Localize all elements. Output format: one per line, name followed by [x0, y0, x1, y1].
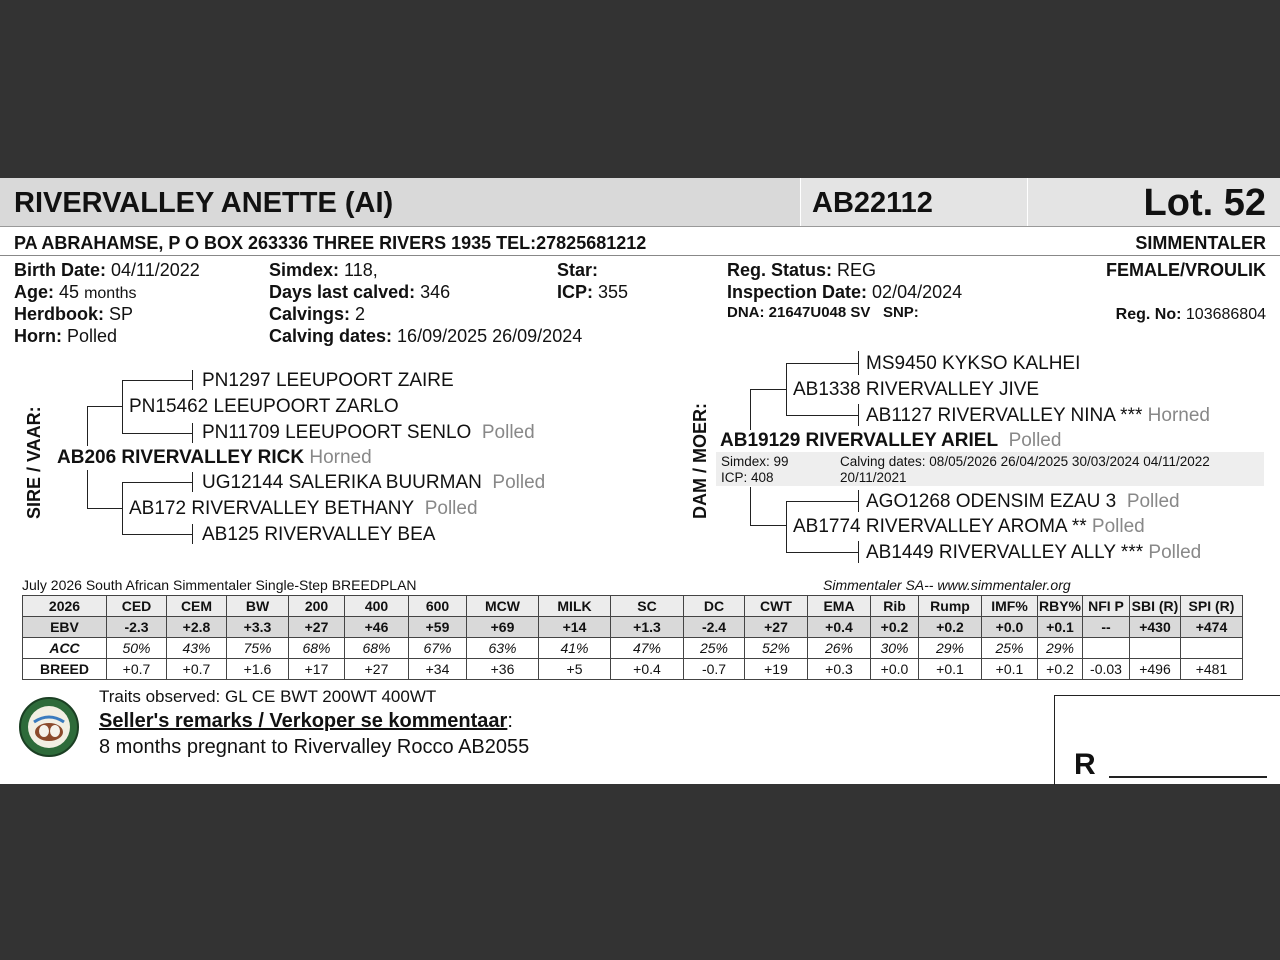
days-last-calved: Days last calved: 346	[269, 282, 451, 302]
ebv-cell: +14	[539, 617, 611, 638]
inspection-date: Inspection Date: 02/04/2024	[727, 282, 963, 302]
ped-line	[858, 404, 859, 426]
animal-name: RIVERVALLEY ANETTE (AI)	[14, 187, 394, 219]
dam-sire-dam: AB1127 RIVERVALLEY NINA *** Horned	[866, 405, 1210, 426]
ebv-cell: +46	[345, 617, 409, 638]
ebv-cell: +34	[409, 659, 467, 680]
ped-line	[786, 415, 858, 416]
ebv-header-cell: CWT	[745, 596, 808, 617]
ebv-header-cell: Rump	[919, 596, 982, 617]
icp: ICP: 355	[557, 282, 629, 302]
ebv-header-cell: SC	[611, 596, 684, 617]
price-label: R	[1074, 748, 1096, 781]
dam-calving-dates: Calving dates: 08/05/2026 26/04/2025 30/03/2024 04/11/2022	[840, 454, 1210, 469]
ebv-row	[23, 638, 1243, 659]
ebv-cell: --	[1083, 617, 1130, 638]
sire-dam-sire: UG12144 SALERIKA BUURMAN Polled	[202, 472, 546, 493]
ped-line	[122, 380, 193, 381]
ebv-header-cell: SBI (R)	[1130, 596, 1181, 617]
ebv-cell: +0.7	[167, 659, 227, 680]
ped-line	[786, 501, 858, 502]
ebv-cell: +0.2	[919, 617, 982, 638]
ebv-cell: +0.4	[808, 617, 871, 638]
sire-sire-dam: PN11709 LEEUPOORT SENLO Polled	[202, 422, 535, 443]
sire: AB206 RIVERVALLEY RICK Horned	[57, 447, 372, 468]
seller-remarks: 8 months pregnant to Rivervalley Rocco AB2055	[99, 736, 530, 758]
ebv-cell: 50%	[107, 638, 167, 659]
ebv-cell: +0.1	[982, 659, 1038, 680]
ebv-cell: 68%	[345, 638, 409, 659]
ebv-cell: +17	[289, 659, 345, 680]
ped-line	[192, 472, 193, 492]
ebv-cell: +0.7	[107, 659, 167, 680]
ebv-cell: +0.2	[1038, 659, 1083, 680]
ebv-cell: +1.3	[611, 617, 684, 638]
dam-simdex: Simdex: 99	[721, 454, 789, 469]
ebv-header-cell: EMA	[808, 596, 871, 617]
ebv-header-cell: 400	[345, 596, 409, 617]
ebv-cell	[1181, 638, 1243, 659]
calving-dates: Calving dates: 16/09/2025 26/09/2024	[269, 326, 583, 346]
ped-line	[122, 482, 193, 483]
ped-line	[122, 380, 123, 433]
breed-name: SIMMENTALER	[1135, 233, 1266, 253]
ebv-header-cell: Rib	[871, 596, 919, 617]
age: Age: 45 months	[14, 282, 137, 302]
ebv-cell: +0.2	[871, 617, 919, 638]
ebv-cell: +19	[745, 659, 808, 680]
ped-line	[87, 470, 88, 508]
ebv-cell: +0.3	[808, 659, 871, 680]
ped-line	[122, 433, 193, 434]
ped-line	[858, 490, 859, 512]
ebv-cell: +27	[289, 617, 345, 638]
ebv-cell: -0.03	[1083, 659, 1130, 680]
ebv-cell: 26%	[808, 638, 871, 659]
ped-line	[750, 389, 786, 390]
dam: AB19129 RIVERVALLEY ARIEL Polled	[720, 430, 1062, 451]
ped-line	[750, 525, 786, 526]
ped-line	[786, 501, 787, 552]
dam-dam: AB1774 RIVERVALLEY AROMA ** Polled	[793, 516, 1145, 537]
ebv-cell: +0.0	[982, 617, 1038, 638]
ebv-cell: +2.8	[167, 617, 227, 638]
ped-line	[192, 423, 193, 443]
calvings: Calvings: 2	[269, 304, 366, 324]
ebv-row	[23, 659, 1243, 680]
ebv-cell: 63%	[467, 638, 539, 659]
ebv-cell: +59	[409, 617, 467, 638]
ebv-header-cell: MCW	[467, 596, 539, 617]
dam-icp: ICP: 408	[721, 470, 774, 485]
ebv-row-label: BREED	[23, 659, 107, 680]
sire-dam: AB172 RIVERVALLEY BETHANY Polled	[129, 498, 478, 519]
dam-calving-dates-cont: 20/11/2021	[840, 470, 907, 485]
ped-line	[786, 363, 787, 415]
ebv-cell: +27	[745, 617, 808, 638]
lot-number: Lot. 52	[1143, 182, 1266, 224]
ebv-cell: 68%	[289, 638, 345, 659]
society-logo	[14, 696, 84, 758]
ebv-cell: +481	[1181, 659, 1243, 680]
ped-line	[786, 552, 858, 553]
ped-line	[750, 389, 751, 430]
sire-sire-sire: PN1297 LEEUPOORT ZAIRE	[202, 370, 454, 391]
ebv-cell: 43%	[167, 638, 227, 659]
remarks-heading: Seller's remarks / Verkoper se kommentaar:	[99, 710, 513, 732]
ebv-cell: +27	[345, 659, 409, 680]
sire-dam-dam: AB125 RIVERVALLEY BEA	[202, 524, 436, 545]
ebv-cell: -2.4	[684, 617, 745, 638]
ebv-cell: 47%	[611, 638, 684, 659]
horn-status: Horn: Polled	[14, 326, 118, 346]
ebv-cell: 25%	[684, 638, 745, 659]
ped-line	[122, 534, 193, 535]
ped-line	[87, 406, 88, 446]
society-website: Simmentaler SA-- www.simmentaler.org	[823, 577, 1071, 593]
ped-line	[858, 541, 859, 563]
ebv-cell: +36	[467, 659, 539, 680]
birth-date: Birth Date: 04/11/2022	[14, 260, 200, 280]
owner-address: PA ABRAHAMSE, P O BOX 263336 THREE RIVERS 1935 TEL:27825681212	[14, 233, 647, 253]
ebv-cell	[1130, 638, 1181, 659]
price-line[interactable]	[1109, 776, 1267, 778]
ebv-header-cell: 2026	[23, 596, 107, 617]
ebv-cell: +0.1	[919, 659, 982, 680]
star: Star:	[557, 260, 599, 280]
ebv-header-cell: DC	[684, 596, 745, 617]
dam-sire: AB1338 RIVERVALLEY JIVE	[793, 379, 1040, 400]
ebv-cell: +3.3	[227, 617, 289, 638]
ebv-table	[22, 595, 1243, 680]
dam-dam-dam: AB1449 RIVERVALLEY ALLY *** Polled	[866, 542, 1202, 563]
sire-label: SIRE / VAAR:	[24, 406, 44, 519]
ped-line	[750, 487, 751, 525]
reg-status: Reg. Status: REG	[727, 260, 877, 280]
ped-line	[87, 406, 122, 407]
ebv-cell: 52%	[745, 638, 808, 659]
ebv-cell: 67%	[409, 638, 467, 659]
ped-line	[87, 508, 122, 509]
ebv-header-cell: NFI P	[1083, 596, 1130, 617]
ebv-row-label: ACC	[23, 638, 107, 659]
ebv-cell: -0.7	[684, 659, 745, 680]
ebv-cell: +0.4	[611, 659, 684, 680]
ebv-cell: 41%	[539, 638, 611, 659]
ebv-header-cell: BW	[227, 596, 289, 617]
reg-no: Reg. No: 103686804	[1115, 306, 1266, 323]
ped-line	[192, 370, 193, 390]
animal-id: AB22112	[812, 187, 933, 219]
dam-label: DAM / MOER:	[690, 403, 710, 519]
ebv-cell: 29%	[1038, 638, 1083, 659]
ebv-cell: +496	[1130, 659, 1181, 680]
ebv-header-cell: SPI (R)	[1181, 596, 1243, 617]
ebv-header-cell: IMF%	[982, 596, 1038, 617]
ebv-header-cell: CEM	[167, 596, 227, 617]
dam-dam-sire: AGO1268 ODENSIM EZAU 3 Polled	[866, 491, 1180, 512]
ebv-cell: +1.6	[227, 659, 289, 680]
ped-line	[192, 524, 193, 544]
ebv-cell: +69	[467, 617, 539, 638]
ebv-cell: +430	[1130, 617, 1181, 638]
sex: FEMALE/VROULIK	[1106, 260, 1266, 280]
ebv-cell: 30%	[871, 638, 919, 659]
ebv-cell: +474	[1181, 617, 1243, 638]
ebv-caption: July 2026 South African Simmentaler Single-Step BREEDPLAN	[22, 577, 417, 593]
ebv-cell: +0.1	[1038, 617, 1083, 638]
ebv-header-cell: 600	[409, 596, 467, 617]
ebv-cell	[1083, 638, 1130, 659]
ebv-row	[23, 617, 1243, 638]
ebv-header-cell: CED	[107, 596, 167, 617]
ped-line	[858, 351, 859, 375]
ebv-cell: 29%	[919, 638, 982, 659]
sire-sire: PN15462 LEEUPOORT ZARLO	[129, 396, 399, 417]
ebv-cell: 25%	[982, 638, 1038, 659]
ebv-cell: 75%	[227, 638, 289, 659]
ebv-cell: +0.0	[871, 659, 919, 680]
ped-line	[786, 363, 858, 364]
dam-sire-sire: MS9450 KYKSO KALHEI	[866, 353, 1081, 374]
dna: DNA: 21647U048 SV SNP:	[727, 304, 919, 321]
ebv-row-label: EBV	[23, 617, 107, 638]
ebv-header-cell: MILK	[539, 596, 611, 617]
ebv-cell: -2.3	[107, 617, 167, 638]
ped-line	[122, 482, 123, 534]
traits-observed: Traits observed: GL CE BWT 200WT 400WT	[99, 687, 437, 706]
ebv-cell: +5	[539, 659, 611, 680]
herdbook: Herdbook: SP	[14, 304, 134, 324]
ebv-header-cell: 200	[289, 596, 345, 617]
lot-card	[0, 178, 1280, 784]
simdex: Simdex: 118,	[269, 260, 378, 280]
ebv-header-cell: RBY%	[1038, 596, 1083, 617]
